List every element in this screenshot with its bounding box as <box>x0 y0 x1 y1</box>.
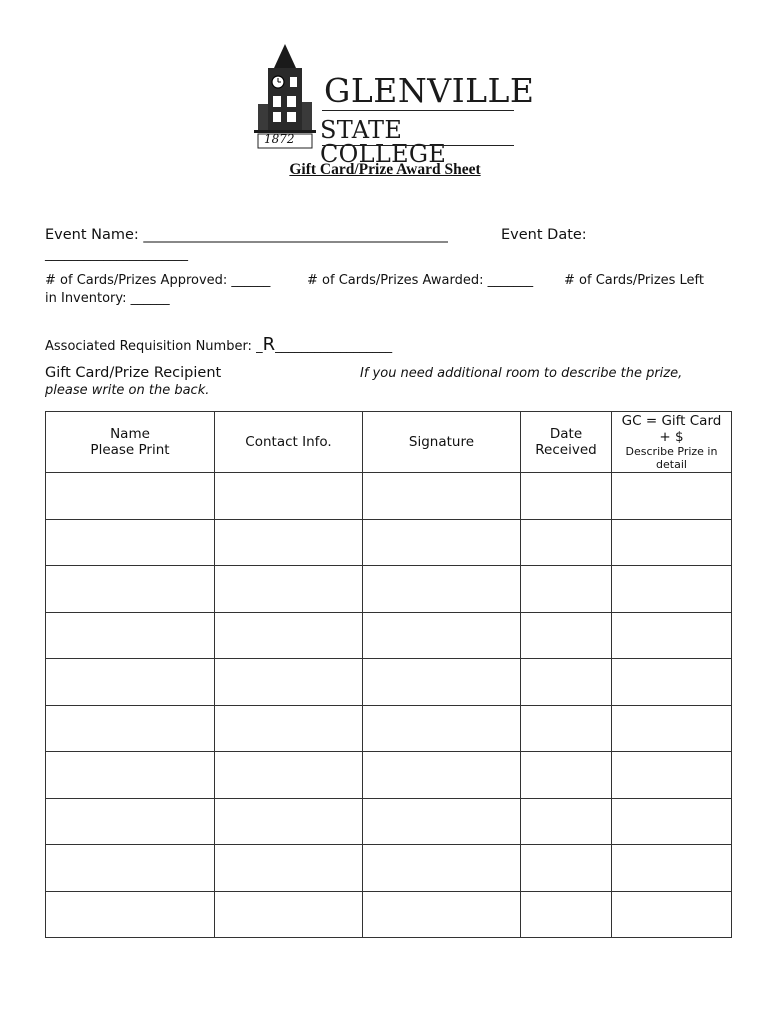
cell-name[interactable] <box>46 519 215 566</box>
table-row <box>46 612 732 659</box>
table-row <box>46 798 732 845</box>
requisition-blank: __________________ <box>275 339 393 354</box>
cell-gift-card[interactable] <box>612 798 732 845</box>
cell-date[interactable] <box>521 473 612 520</box>
column-header-date <box>521 412 612 473</box>
requisition-prefix: R <box>262 334 276 355</box>
table-header-row <box>46 412 732 473</box>
cell-name[interactable] <box>46 566 215 613</box>
cell-name[interactable] <box>46 752 215 799</box>
cell-gift-card[interactable] <box>612 705 732 752</box>
cell-signature[interactable] <box>363 519 521 566</box>
column-header-name-line1: Name <box>110 426 150 442</box>
founding-year: 1872 <box>264 132 295 146</box>
cards-approved-field[interactable]: # of Cards/Prizes Approved: ______ <box>45 273 271 288</box>
cell-date[interactable] <box>521 612 612 659</box>
column-header-gc-line4: detail <box>656 458 687 471</box>
cell-name[interactable] <box>46 705 215 752</box>
cell-name[interactable] <box>46 891 215 938</box>
recipient-heading: Gift Card/Prize Recipient <box>45 365 222 381</box>
cell-name[interactable] <box>46 659 215 706</box>
back-page-note: If you need additional room to describe the prize, <box>360 366 683 381</box>
column-header-name <box>46 412 215 473</box>
column-header-date-line2: Received <box>535 442 597 458</box>
logo-divider <box>322 145 514 146</box>
cell-gift-card[interactable] <box>612 566 732 613</box>
column-header-name-line2: Please Print <box>90 442 170 458</box>
cell-gift-card[interactable] <box>612 473 732 520</box>
cards-left-label: # of Cards/Prizes Left <box>564 273 705 288</box>
cell-contact[interactable] <box>215 566 363 613</box>
requisition-field[interactable] <box>45 336 392 354</box>
cell-contact[interactable] <box>215 705 363 752</box>
table-row <box>46 566 732 613</box>
event-date-label: Event Date: <box>501 227 587 243</box>
cell-gift-card[interactable] <box>612 612 732 659</box>
cell-contact[interactable] <box>215 659 363 706</box>
cell-date[interactable] <box>521 752 612 799</box>
page-title: Gift Card/Prize Award Sheet <box>289 161 481 178</box>
table-row <box>46 659 732 706</box>
event-date-field[interactable]: ______________________ <box>45 247 188 262</box>
cell-date[interactable] <box>521 845 612 892</box>
logo-name-line1: GLENVILLE <box>324 71 535 110</box>
cell-signature[interactable] <box>363 705 521 752</box>
column-header-gc-line1: GC = Gift Card <box>621 413 722 429</box>
cell-contact[interactable] <box>215 473 363 520</box>
column-header-contact: Contact Info. <box>215 412 363 473</box>
table-row <box>46 705 732 752</box>
column-header-gc-line2: + $ <box>659 429 684 445</box>
cell-name[interactable] <box>46 473 215 520</box>
cell-signature[interactable] <box>363 566 521 613</box>
cell-signature[interactable] <box>363 845 521 892</box>
table-row <box>46 845 732 892</box>
inventory-field[interactable]: in Inventory: ______ <box>45 291 170 306</box>
cell-contact[interactable] <box>215 519 363 566</box>
back-page-note-continued: please write on the back. <box>45 383 210 398</box>
cell-contact[interactable] <box>215 612 363 659</box>
cell-date[interactable] <box>521 659 612 706</box>
cell-name[interactable] <box>46 845 215 892</box>
cell-gift-card[interactable] <box>612 891 732 938</box>
cards-awarded-field[interactable]: # of Cards/Prizes Awarded: _______ <box>307 273 534 288</box>
table-row <box>46 752 732 799</box>
cell-name[interactable] <box>46 612 215 659</box>
cell-gift-card[interactable] <box>612 752 732 799</box>
cell-signature[interactable] <box>363 659 521 706</box>
table-row <box>46 473 732 520</box>
cell-signature[interactable] <box>363 798 521 845</box>
table-body <box>46 473 732 938</box>
cell-date[interactable] <box>521 705 612 752</box>
cell-signature[interactable] <box>363 752 521 799</box>
college-logo <box>254 44 535 168</box>
cell-contact[interactable] <box>215 752 363 799</box>
table-row <box>46 519 732 566</box>
cell-signature[interactable] <box>363 612 521 659</box>
cell-contact[interactable] <box>215 798 363 845</box>
column-header-gift-card <box>612 412 732 473</box>
cell-contact[interactable] <box>215 891 363 938</box>
column-header-signature: Signature <box>363 412 521 473</box>
column-header-gc-line3: Describe Prize in <box>625 445 718 458</box>
cell-signature[interactable] <box>363 473 521 520</box>
cell-date[interactable] <box>521 798 612 845</box>
cell-date[interactable] <box>521 891 612 938</box>
cell-contact[interactable] <box>215 845 363 892</box>
cell-name[interactable] <box>46 798 215 845</box>
event-name-field[interactable]: Event Name: __________________________________________ <box>45 227 448 243</box>
requisition-label: Associated Requisition Number: _ <box>45 339 263 354</box>
cell-gift-card[interactable] <box>612 659 732 706</box>
cell-date[interactable] <box>521 519 612 566</box>
cell-gift-card[interactable] <box>612 845 732 892</box>
logo-name-line2: STATE COLLEGE <box>320 116 447 168</box>
column-header-date-line1: Date <box>549 426 583 442</box>
cell-date[interactable] <box>521 566 612 613</box>
cell-gift-card[interactable] <box>612 519 732 566</box>
logo-divider <box>322 110 514 111</box>
recipient-table <box>45 411 732 938</box>
cell-signature[interactable] <box>363 891 521 938</box>
table-row <box>46 891 732 938</box>
